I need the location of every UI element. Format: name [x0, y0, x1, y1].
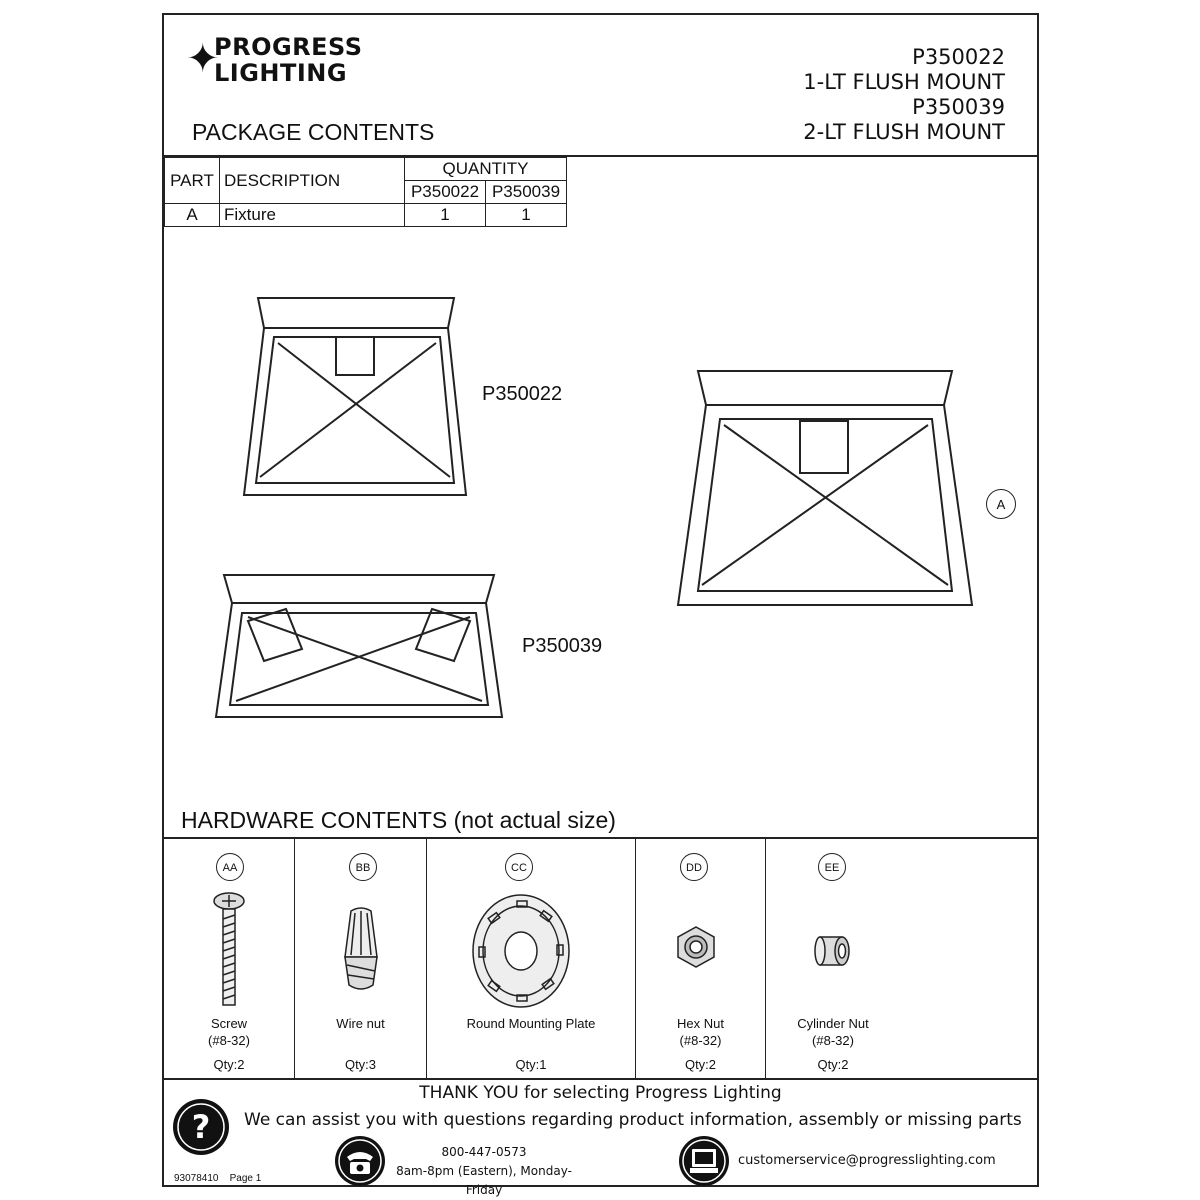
part-badge-a: A [986, 489, 1016, 519]
progress-lighting-logo [186, 33, 386, 103]
model-desc-1: 1-LT FLUSH MOUNT [803, 70, 1005, 94]
hardware-name: Hex Nut (#8-32) [677, 1016, 724, 1048]
wire-nut-icon [331, 905, 391, 995]
hardware-name: Wire nut [336, 1016, 385, 1031]
package-contents-title: PACKAGE CONTENTS [192, 119, 435, 145]
model-code-1: P350022 [912, 45, 1005, 69]
model-desc-2: 2-LT FLUSH MOUNT [803, 120, 1005, 144]
email-address: customerservice@progresslighting.com [738, 1153, 996, 1168]
hex-nut-icon [674, 925, 718, 969]
figure-label-p350039: P350039 [522, 635, 603, 657]
telephone-icon [334, 1135, 386, 1187]
document-id: 93078410 Page 1 [174, 1173, 262, 1184]
hardware-id-badge: DD [680, 853, 708, 881]
hardware-id-badge: AA [216, 853, 244, 881]
phone-number: 800-447-0573 [441, 1145, 527, 1159]
part-letter: A [165, 204, 220, 227]
star-icon: ✦ [186, 37, 220, 81]
fixture-1lt-drawing [244, 298, 466, 495]
hardware-item-aa [164, 839, 295, 1079]
fixture-drawings [164, 265, 1037, 745]
assist-text: We can assist you with questions regarding product information, assembly or missing parts [244, 1110, 1022, 1130]
question-icon [172, 1098, 230, 1156]
hardware-item-dd [636, 839, 766, 1079]
screw-icon [212, 891, 246, 1011]
hardware-item-ee [766, 839, 1037, 1079]
model-block [803, 45, 1005, 145]
hardware-qty: Qty:2 [213, 1057, 245, 1072]
hardware-name: Round Mounting Plate [466, 1016, 596, 1031]
hardware-qty: Qty:1 [515, 1057, 547, 1072]
fixture-2lt-drawing [216, 575, 502, 717]
hardware-item-cc [427, 839, 636, 1079]
mounting-plate-icon [469, 891, 573, 1011]
footer-divider [164, 1078, 1037, 1080]
svg-text:?: ? [191, 1108, 211, 1146]
hardware-qty: Qty:3 [344, 1057, 377, 1072]
part-qty-1: 1 [405, 204, 486, 227]
table-row [165, 204, 567, 227]
fixture-large-drawing [678, 371, 972, 605]
hardware-item-bb [295, 839, 427, 1079]
header-part: PART [165, 158, 220, 204]
hardware-qty: Qty:2 [817, 1057, 849, 1072]
hardware-name: Cylinder Nut (#8-32) [797, 1016, 869, 1048]
logo-text-progress: PROGRESS [214, 33, 363, 61]
thank-you-text: THANK YOU for selecting Progress Lighting [419, 1083, 782, 1103]
part-qty-2: 1 [486, 204, 567, 227]
hardware-qty: Qty:2 [684, 1057, 717, 1072]
computer-icon [678, 1135, 730, 1187]
figure-label-p350022: P350022 [482, 383, 563, 405]
phone-hours: 8am-8pm (Eastern), Monday-Friday [396, 1164, 572, 1197]
hardware-id-badge: BB [349, 853, 377, 881]
hardware-row [164, 839, 1037, 1079]
cylinder-nut-icon [812, 931, 854, 971]
hardware-id-badge: CC [505, 853, 533, 881]
phone-block [394, 1143, 574, 1200]
instruction-sheet [162, 13, 1039, 1197]
part-description: Fixture [220, 204, 405, 227]
hardware-name: Screw (#8-32) [208, 1016, 250, 1048]
hardware-id-badge: EE [818, 853, 846, 881]
model-code-2: P350039 [912, 95, 1005, 119]
header-description: DESCRIPTION [220, 158, 405, 204]
header-col-p350022: P350022 [405, 181, 486, 204]
parts-table [164, 157, 567, 227]
header-col-p350039: P350039 [486, 181, 567, 204]
logo-text-lighting: LIGHTING [214, 59, 348, 87]
hardware-contents-title: HARDWARE CONTENTS (not actual size) [181, 807, 616, 833]
header-quantity: QUANTITY [405, 158, 567, 181]
